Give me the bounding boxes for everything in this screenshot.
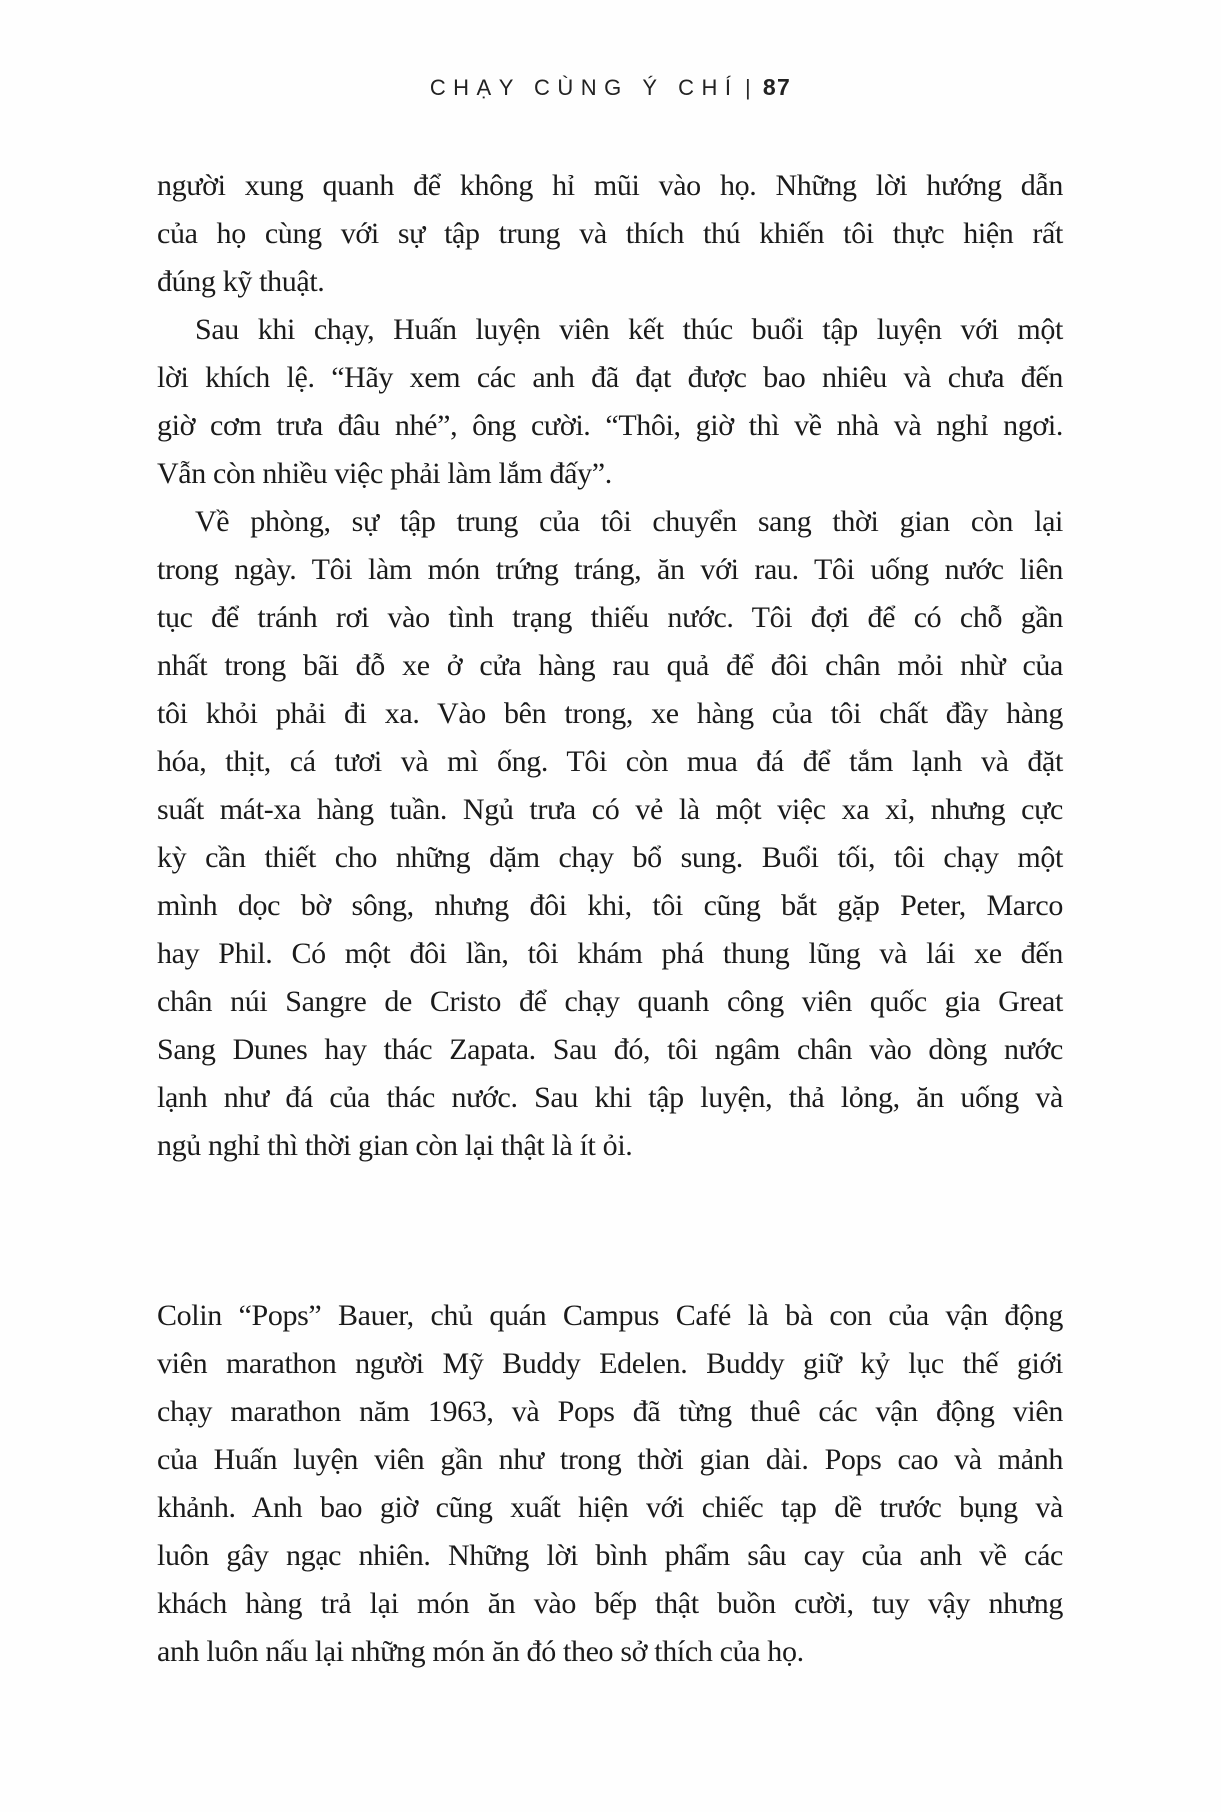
text-line: anh luôn nấu lại những món ăn đó theo sở thích của họ.: [157, 1635, 804, 1668]
text-line: suất mát-xa hàng tuần. Ngủ trưa có vẻ là một việc xa xỉ, nhưng cực: [157, 793, 1063, 826]
text-line: của họ cùng với sự tập trung và thích thú khiến tôi thực hiện rất: [157, 217, 1063, 250]
page-number: 87: [762, 74, 792, 100]
text-line: nhất trong bãi đỗ xe ở cửa hàng rau quả để đôi chân mỏi nhừ của: [157, 649, 1063, 682]
text-line: chân núi Sangre de Cristo để chạy quanh công viên quốc gia Great: [157, 985, 1063, 1018]
text-line: hay Phil. Có một đôi lần, tôi khám phá thung lũng và lái xe đến: [157, 937, 1063, 970]
text-line: Về phòng, sự tập trung của tôi chuyển sang thời gian còn lại: [195, 505, 1063, 538]
text-line: giờ cơm trưa đâu nhé”, ông cười. “Thôi, giờ thì về nhà và nghỉ ngơi.: [157, 409, 1063, 442]
text-line: hóa, thịt, cá tươi và mì ống. Tôi còn mua đá để tắm lạnh và đặt: [157, 745, 1063, 778]
text-line: chạy marathon năm 1963, và Pops đã từng thuê các vận động viên: [157, 1395, 1063, 1428]
text-line: Vẫn còn nhiều việc phải làm lắm đấy”.: [157, 457, 612, 490]
text-line: người xung quanh để không hỉ mũi vào họ. Những lời hướng dẫn: [157, 169, 1063, 202]
paragraph: [157, 1292, 1063, 1676]
text-line: luôn gây ngạc nhiên. Những lời bình phẩm sâu cay của anh về các: [157, 1539, 1063, 1572]
text-line: khảnh. Anh bao giờ cũng xuất hiện với chiếc tạp dề trước bụng và: [157, 1491, 1063, 1524]
running-header-title: CHẠY CÙNG Ý CHÍ: [429, 75, 739, 100]
text-line: trong ngày. Tôi làm món trứng tráng, ăn với rau. Tôi uống nước liên: [157, 553, 1063, 586]
header-separator: |: [745, 75, 751, 100]
paragraph: [157, 498, 1063, 1170]
text-line: khách hàng trả lại món ăn vào bếp thật buồn cười, tuy vậy nhưng: [157, 1587, 1063, 1620]
running-header: [0, 74, 1221, 101]
text-line: mình dọc bờ sông, nhưng đôi khi, tôi cũng bắt gặp Peter, Marco: [157, 889, 1063, 922]
text-line: Colin “Pops” Bauer, chủ quán Campus Café là bà con của vận động: [157, 1299, 1063, 1332]
text-line: tôi khỏi phải đi xa. Vào bên trong, xe hàng của tôi chất đầy hàng: [157, 697, 1063, 730]
text-line: Sau khi chạy, Huấn luyện viên kết thúc buổi tập luyện với một: [195, 313, 1063, 346]
paragraph: [157, 162, 1063, 306]
text-line: lạnh như đá của thác nước. Sau khi tập luyện, thả lỏng, ăn uống và: [157, 1081, 1063, 1114]
text-line: Sang Dunes hay thác Zapata. Sau đó, tôi ngâm chân vào dòng nước: [157, 1033, 1063, 1066]
page-body: [157, 162, 1063, 1676]
text-line: của Huấn luyện viên gần như trong thời gian dài. Pops cao và mảnh: [157, 1443, 1063, 1476]
text-line: lời khích lệ. “Hãy xem các anh đã đạt được bao nhiêu và chưa đến: [157, 361, 1063, 394]
text-line: tục để tránh rơi vào tình trạng thiếu nước. Tôi đợi để có chỗ gần: [157, 601, 1063, 634]
text-line: kỳ cần thiết cho những dặm chạy bổ sung. Buổi tối, tôi chạy một: [157, 841, 1063, 874]
paragraph: [157, 306, 1063, 498]
text-line: viên marathon người Mỹ Buddy Edelen. Buddy giữ kỷ lục thế giới: [157, 1347, 1063, 1380]
text-line: đúng kỹ thuật.: [157, 265, 325, 298]
text-line: ngủ nghỉ thì thời gian còn lại thật là ít ỏi.: [157, 1129, 633, 1162]
